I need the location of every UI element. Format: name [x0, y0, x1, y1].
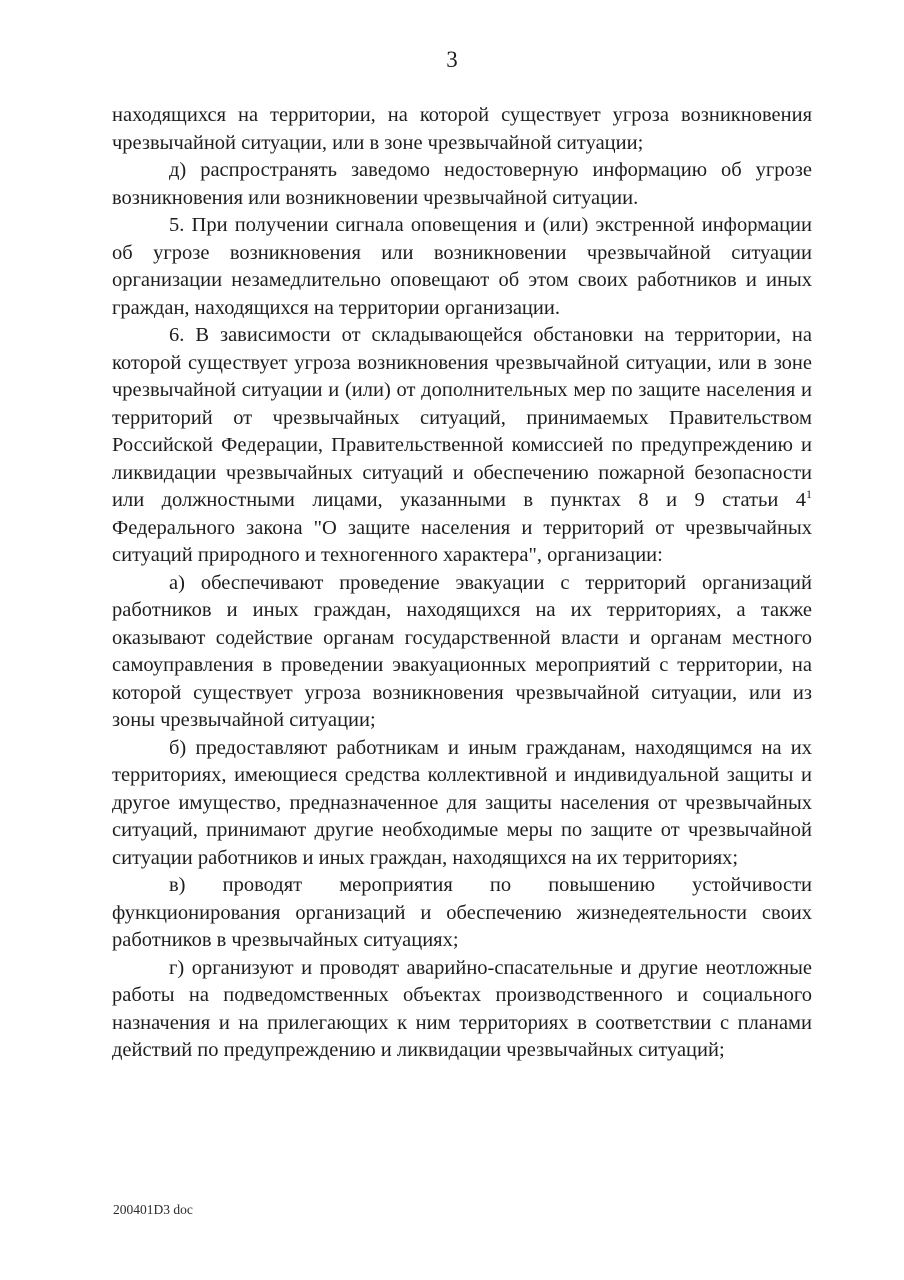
paragraph-item-g: г) организуют и проводят аварийно-спасательные и другие неотложные работы на подведомственных объектах производственного и социального назначения и на прилегающих к ним территориях в соответствии с планами действий по предупреждению и ликвидации чрезвычайных ситуаций; [112, 956, 812, 1061]
footer-filename: 200401D3 doc [113, 1202, 193, 1217]
clause-6-text-after-superscript: Федерального закона "О защите населения и территорий от чрезвычайных ситуаций природного и техногенного характера", организации: [112, 516, 812, 566]
paragraph-continuation: находящихся на территории, на которой существует угроза возникновения чрезвычайной ситуации, или в зоне чрезвычайной ситуации; [112, 104, 812, 154]
paragraph-item-a: а) обеспечивают проведение эвакуации с территорий организаций работников и иных граждан, находящихся на их территориях, а также оказывают содействие органам государственной власти и органам местного самоуправления в проведении эвакуационных мероприятий с территории, на которой существует угроза возникновения чрезвычайной ситуации, или из зоны чрезвычайной ситуации; [112, 571, 812, 731]
paragraph-clause-5: 5. При получении сигнала оповещения и (или) экстренной информации об угрозе возникновения или возникновении чрезвычайной ситуации организации незамедлительно оповещают об этом своих работников и иных граждан, находящихся на территории организации. [112, 214, 812, 319]
paragraph-item-b: б) предоставляют работникам и иным гражданам, находящимся на их территориях, имеющиеся средства коллективной и индивидуальной защиты и другое имущество, предназначенное для защиты населения от чрезвычайных ситуаций, принимают другие необходимые меры по защите от чрезвычайной ситуации работников и иных граждан, находящихся на их территориях; [112, 736, 812, 869]
document-body [112, 102, 812, 1065]
article-number-superscript: 1 [806, 487, 812, 502]
paragraph-clause-6 [112, 322, 812, 570]
paragraph-item-d: д) распространять заведомо недостоверную информацию об угрозе возникновения или возникновении чрезвычайной ситуации. [112, 159, 812, 209]
paragraph-item-v: в) проводят мероприятия по повышению устойчивости функционирования организаций и обеспечению жизнедеятельности своих работников в чрезвычайных ситуациях; [112, 874, 812, 951]
clause-6-text-before-superscript: 6. В зависимости от складывающейся обстановки на территории, на которой существует угроза возникновения чрезвычайной ситуации, или в зоне чрезвычайной ситуации и (или) от дополнительных мер по защите населения и территорий от чрезвычайных ситуаций, принимаемых Правительством Российской Федерации, Правительственной комиссией по предупреждению и ликвидации чрезвычайных ситуаций и обеспечению пожарной безопасности или должностными лицами, указанными в пунктах 8 и 9 статьи 4 [112, 324, 812, 511]
page-number: 3 [446, 47, 458, 72]
